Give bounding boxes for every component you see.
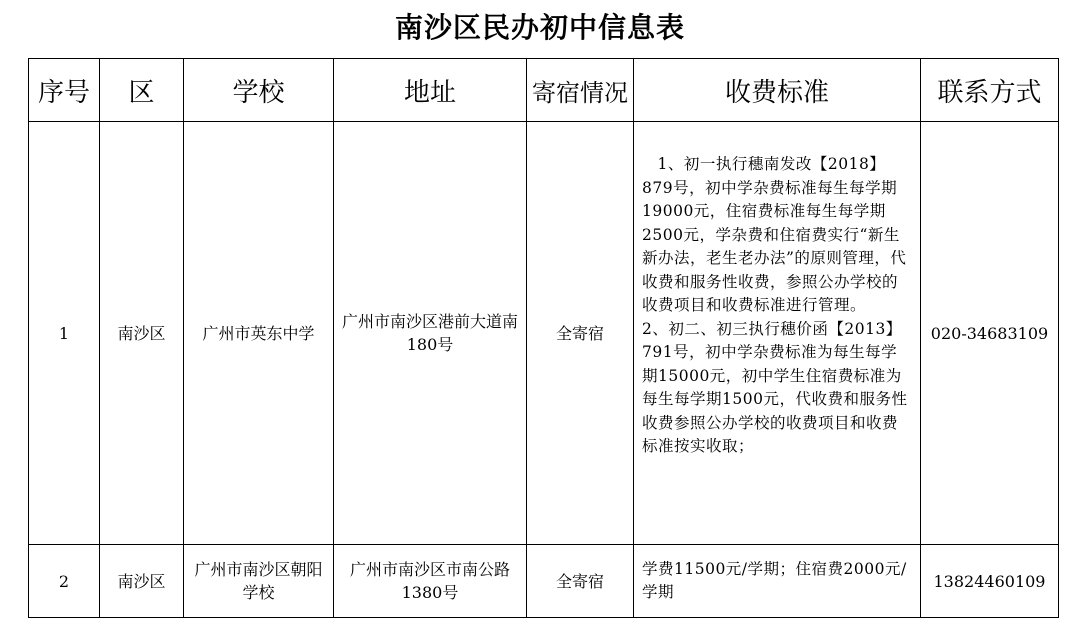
- header-contact: 联系方式: [921, 59, 1059, 122]
- cell-district: 南沙区: [100, 122, 184, 545]
- school-info-table: [28, 58, 1059, 618]
- header-index: 序号: [29, 59, 100, 122]
- header-district: 区: [100, 59, 184, 122]
- header-school: 学校: [184, 59, 334, 122]
- cell-index: 2: [29, 545, 100, 618]
- cell-boarding: 全寄宿: [527, 122, 634, 545]
- table-row: [29, 545, 1059, 618]
- cell-index: 1: [29, 122, 100, 545]
- cell-boarding: 全寄宿: [527, 545, 634, 618]
- header-fee: 收费标准: [634, 59, 921, 122]
- cell-fee: [634, 122, 921, 545]
- page-title: 南沙区民办初中信息表: [394, 11, 685, 44]
- cell-school: 广州市英东中学: [184, 122, 334, 545]
- header-address: 地址: [334, 59, 527, 122]
- cell-district: 南沙区: [100, 545, 184, 618]
- cell-fee: [634, 545, 921, 618]
- cell-contact: 020-34683109: [921, 122, 1059, 545]
- table-header-row: [29, 59, 1059, 122]
- header-boarding: 寄宿情况: [527, 59, 634, 122]
- cell-school: 广州市南沙区朝阳学校: [184, 545, 334, 618]
- fee-paragraph-2: 2、初二、初三执行穗价函【2013】791号，初中学杂费标准为每生每学期15000元，初中学生住宿费标准为每生每学期1500元，代收费和服务性收费参照公办学校的收费项目和收费标准按实收取；: [642, 319, 908, 455]
- table-row: [29, 122, 1059, 545]
- cell-address: 广州市南沙区市南公路1380号: [334, 545, 527, 618]
- cell-contact: 13824460109: [921, 545, 1059, 618]
- cell-address: 广州市南沙区港前大道南180号: [334, 122, 527, 545]
- fee-paragraph-1: 学费11500元/学期；住宿费2000元/学期: [642, 559, 907, 601]
- fee-paragraph-1: 1、初一执行穗南发改【2018】879号，初中学杂费标准每生每学期19000元，住宿费标准每生每学期2500元，学杂费和住宿费实行“新生新办法，老生老办法”的原则管理，代收费和服务性收费，参照公办学校的收费项目和收费标准进行管理。: [642, 155, 907, 314]
